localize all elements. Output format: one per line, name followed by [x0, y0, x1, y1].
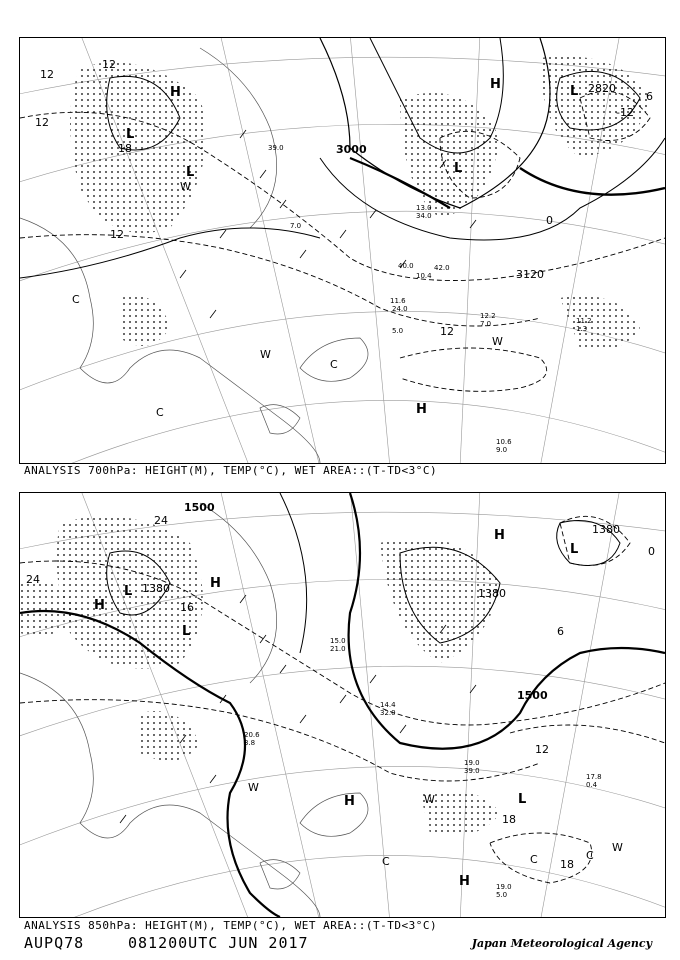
station-value: 40.0 — [398, 262, 414, 270]
warm-symbol: W — [612, 841, 623, 854]
station-value: 7.0 — [480, 320, 492, 328]
contour-label: 0 — [648, 545, 655, 558]
contour-label: 12 — [110, 228, 124, 241]
contour-label: 18 — [118, 142, 132, 155]
map-panel-850hpa — [19, 492, 666, 918]
contour-label: 3000 — [336, 143, 367, 156]
cold-symbol: C — [586, 849, 594, 862]
low-pressure-symbol: L — [186, 165, 195, 180]
contour-label: 3120 — [516, 268, 544, 281]
map-700hpa-canvas — [20, 38, 665, 463]
low-pressure-symbol: L — [126, 127, 135, 142]
station-value: 21.0 — [330, 645, 346, 653]
high-pressure-symbol: H — [459, 874, 470, 889]
contour-label: 12 — [102, 58, 116, 71]
station-value: 3.8 — [244, 739, 256, 747]
contour-label: 12 — [35, 116, 49, 129]
valid-time: 081200UTC JUN 2017 — [128, 934, 309, 952]
station-value: 24.0 — [392, 305, 408, 313]
station-value: 39.0 — [464, 767, 480, 775]
cold-symbol: C — [530, 853, 538, 866]
station-value: 11.2 — [576, 317, 592, 325]
contour-label: 1380 — [592, 523, 620, 536]
high-pressure-symbol: H — [494, 528, 505, 543]
contour-label: 6 — [557, 625, 564, 638]
warm-symbol: W — [248, 781, 259, 794]
low-pressure-symbol: L — [124, 584, 133, 599]
station-value: 32.0 — [380, 709, 396, 717]
contour-label: 18 — [560, 858, 574, 871]
station-value: 19.0 — [496, 883, 512, 891]
station-value: 34.0 — [416, 212, 432, 220]
station-value: 9.0 — [496, 446, 508, 454]
station-value: 17.8 — [586, 773, 602, 781]
station-value: 19.0 — [464, 759, 480, 767]
contour-label: 1380 — [142, 582, 170, 595]
wet-area-shading — [70, 56, 650, 350]
station-value: 15.0 — [330, 637, 346, 645]
station-value: 10.4 — [416, 272, 432, 280]
warm-symbol: W — [492, 335, 503, 348]
station-value: 11.6 — [390, 297, 406, 305]
high-pressure-symbol: H — [170, 85, 181, 100]
warm-symbol: W — [260, 348, 271, 361]
high-pressure-symbol: H — [490, 77, 501, 92]
warm-symbol: W — [424, 793, 435, 806]
station-value: 42.0 — [434, 264, 450, 272]
high-pressure-symbol: H — [416, 402, 427, 417]
station-value: 13.0 — [416, 204, 432, 212]
wet-area-shading — [20, 516, 500, 835]
contour-label: 0 — [546, 214, 553, 227]
cold-symbol: C — [382, 855, 390, 868]
cold-symbol: C — [156, 406, 164, 419]
cold-symbol: C — [330, 358, 338, 371]
contour-label: 1380 — [478, 587, 506, 600]
station-value: 14.4 — [380, 701, 396, 709]
contour-label: 24 — [26, 573, 40, 586]
contour-label: 1500 — [517, 689, 548, 702]
high-pressure-symbol: H — [210, 576, 221, 591]
chart-code: AUPQ78 — [24, 934, 85, 952]
station-value: 5.0 — [392, 327, 404, 335]
contour-label: 18 — [502, 813, 516, 826]
contour-label: 12 — [40, 68, 54, 81]
map-850hpa-canvas — [20, 493, 665, 917]
panel-caption-700hpa: ANALYSIS 700hPa: HEIGHT(M), TEMP(°C), WET AREA::(T-TD<3°C) — [24, 464, 438, 477]
low-pressure-symbol: L — [454, 161, 463, 176]
station-value: 5.0 — [496, 891, 508, 899]
high-pressure-symbol: H — [94, 598, 105, 613]
station-value: 1.3 — [576, 325, 588, 333]
contour-label: -12 — [616, 106, 634, 119]
contour-label: 12 — [440, 325, 454, 338]
agency-name: Japan Meteorological Agency — [471, 937, 652, 950]
station-value: 12.2 — [480, 312, 496, 320]
contour-label: 1500 — [184, 501, 215, 514]
warm-symbol: W — [180, 180, 191, 193]
station-value: 20.6 — [244, 731, 260, 739]
station-value: 39.0 — [268, 144, 284, 152]
low-pressure-symbol: L — [182, 624, 191, 639]
low-pressure-symbol: L — [570, 84, 579, 99]
contour-label: 24 — [154, 514, 168, 527]
high-pressure-symbol: H — [344, 794, 355, 809]
contour-label: 6 — [646, 90, 653, 103]
cold-symbol: C — [72, 293, 80, 306]
map-panel-700hpa — [19, 37, 666, 464]
panel-caption-850hpa: ANALYSIS 850hPa: HEIGHT(M), TEMP(°C), WET AREA::(T-TD<3°C) — [24, 919, 438, 932]
station-value: 10.6 — [496, 438, 512, 446]
station-value: 0.4 — [586, 781, 598, 789]
station-value: 7.0 — [290, 222, 302, 230]
contour-label: 12 — [535, 743, 549, 756]
contour-label: 2820 — [588, 82, 616, 95]
low-pressure-symbol: L — [518, 792, 527, 807]
contour-label: 16 — [180, 601, 194, 614]
low-pressure-symbol: L — [570, 542, 579, 557]
